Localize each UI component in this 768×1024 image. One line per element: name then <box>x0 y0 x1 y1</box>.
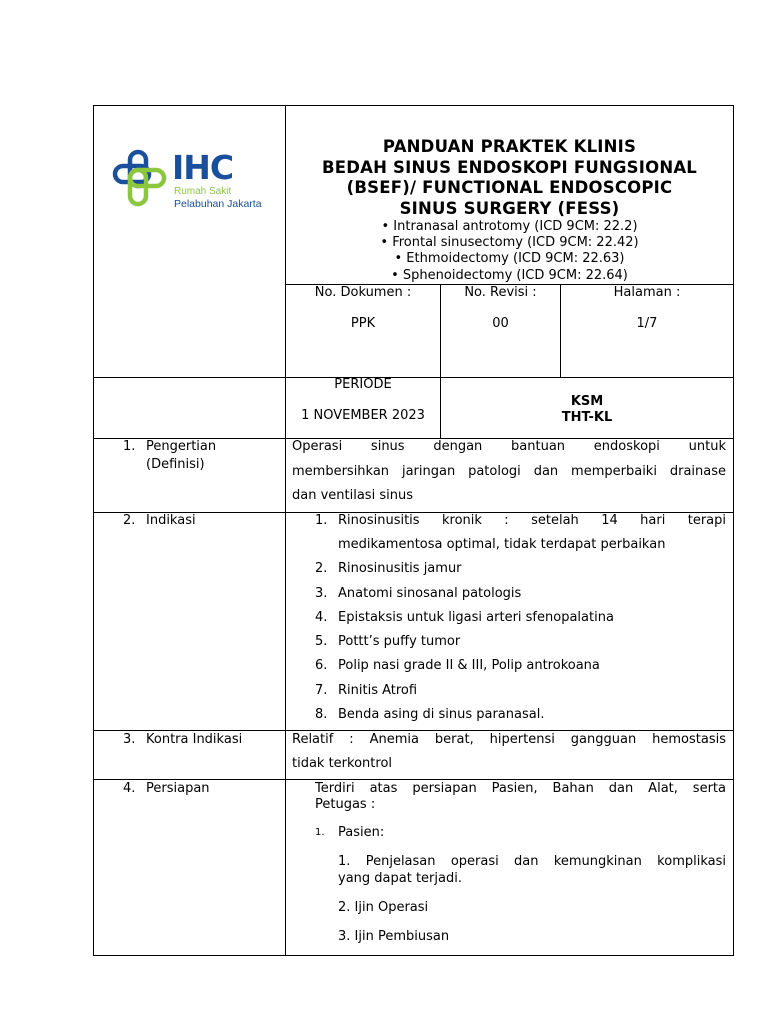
indikasi-item-8-text: Benda asing di sinus paranasal. <box>338 707 545 722</box>
procedure-item: • Frontal sinusectomy (ICD 9CM: 22.42) <box>380 235 639 251</box>
pasien-label: Pasien: <box>338 825 385 840</box>
section-pengertian-num: 1. <box>123 439 136 454</box>
table-border-top <box>93 105 734 106</box>
halaman-value: 1/7 <box>636 316 658 331</box>
pengertian-line: membersihkan jaringan patologi dan memperbaiki drainase <box>292 463 726 479</box>
table-border-bottom <box>93 955 734 956</box>
section-persiapan-label: Persiapan <box>146 781 210 796</box>
persiapan-intro-line1: Terdiri atas persiapan Pasien, Bahan dan Alat, serta <box>315 781 726 796</box>
section-indikasi-label: Indikasi <box>146 513 196 528</box>
periode-value: 1 NOVEMBER 2023 <box>301 408 425 423</box>
logo-brand: IHC <box>172 148 234 187</box>
pasien-sub-2: 2. Ijin Operasi <box>338 900 429 915</box>
section-persiapan-num: 4. <box>123 781 136 796</box>
hospital-logo <box>112 148 272 210</box>
indikasi-item-4-num: 4. <box>315 610 328 625</box>
persiapan-intro-line2: Petugas : <box>315 797 376 812</box>
pengertian-label-line1: Pengertian <box>146 439 217 454</box>
pasien-num: 1. <box>315 827 325 838</box>
no-revisi-label: No. Revisi : <box>464 285 537 300</box>
table-border-left <box>93 105 94 956</box>
indikasi-item-8-num: 8. <box>315 707 328 722</box>
indikasi-item-7-num: 7. <box>315 683 328 698</box>
indikasi-item-4-text: Epistaksis untuk ligasi arteri sfenopalatina <box>338 610 614 625</box>
indikasi-item-1-line1: Rinosinusitis kronik : setelah 14 hari terapi <box>338 513 726 528</box>
title-line-4: SINUS SURGERY (FESS) <box>399 198 620 218</box>
section-kontra-num: 3. <box>123 732 136 747</box>
indikasi-item-3-num: 3. <box>315 586 328 601</box>
procedure-list <box>286 219 733 284</box>
kontra-line1: Relatif : Anemia berat, hipertensi gangguan hemostasis <box>292 732 726 747</box>
logo-line1: Rumah Sakit <box>174 186 232 197</box>
indikasi-item-1-line2: medikamentosa optimal, tidak terdapat perbaikan <box>338 537 666 552</box>
pengertian-text <box>292 439 726 513</box>
indikasi-item-3-text: Anatomi sinosanal patologis <box>338 586 522 601</box>
kontra-line2: tidak terkontrol <box>292 756 393 771</box>
document-title <box>286 137 733 219</box>
indikasi-item-5-text: Pottt’s puffy tumor <box>338 634 461 649</box>
procedure-item: • Ethmoidectomy (ICD 9CM: 22.63) <box>394 251 625 267</box>
pengertian-line: dan ventilasi sinus <box>292 488 413 503</box>
no-dokumen-value: PPK <box>350 316 376 331</box>
procedure-item: • Intranasal antrotomy (ICD 9CM: 22.2) <box>381 219 638 234</box>
indikasi-item-5-num: 5. <box>315 634 328 649</box>
indikasi-item-2-num: 2. <box>315 561 328 576</box>
logo-line2: Pelabuhan Jakarta <box>174 198 262 210</box>
indikasi-item-6-text: Polip nasi grade II & III, Polip antrokoana <box>338 658 600 673</box>
section-kontra-label: Kontra Indikasi <box>146 732 243 747</box>
row-divider-kontra <box>93 730 734 731</box>
pengertian-label-line2: (Definisi) <box>146 457 205 472</box>
ksm-line2: THT-KL <box>561 410 613 425</box>
title-line-3: (BSEF)/ FUNCTIONAL ENDOSCOPIC <box>346 178 673 197</box>
procedure-item: • Sphenoidectomy (ICD 9CM: 22.64) <box>391 267 628 283</box>
table-border-right <box>733 105 734 956</box>
cross-logo-icon <box>112 148 168 208</box>
halaman-label: Halaman : <box>613 285 681 300</box>
row-divider-persiapan <box>93 779 734 780</box>
periode-label: PERIODE <box>334 377 392 392</box>
title-line-1: PANDUAN PRAKTEK KLINIS <box>382 137 637 156</box>
section-indikasi-num: 2. <box>123 513 136 528</box>
pasien-sub-1-line1: 1. Penjelasan operasi dan kemungkinan komplikasi <box>338 854 726 869</box>
indikasi-item-7-text: Rinitis Atrofi <box>338 683 418 698</box>
pasien-sub-1-line2: yang dapat terjadi. <box>338 871 462 886</box>
indikasi-item-2-text: Rinosinusitis jamur <box>338 561 462 576</box>
title-line-2: BEDAH SINUS ENDOSKOPI FUNGSIONAL <box>321 157 698 177</box>
pengertian-line: Operasi sinus dengan bantuan endoskopi untuk <box>292 439 726 454</box>
no-dokumen-label: No. Dokumen : <box>314 285 412 300</box>
no-revisi-value: 00 <box>492 316 509 331</box>
ksm-line1: KSM <box>570 394 604 409</box>
section-pengertian-label <box>146 439 216 473</box>
pasien-sub-3: 3. Ijin Pembiusan <box>338 929 450 944</box>
indikasi-item-1-num: 1. <box>315 513 328 528</box>
indikasi-item-6-num: 6. <box>315 658 328 673</box>
